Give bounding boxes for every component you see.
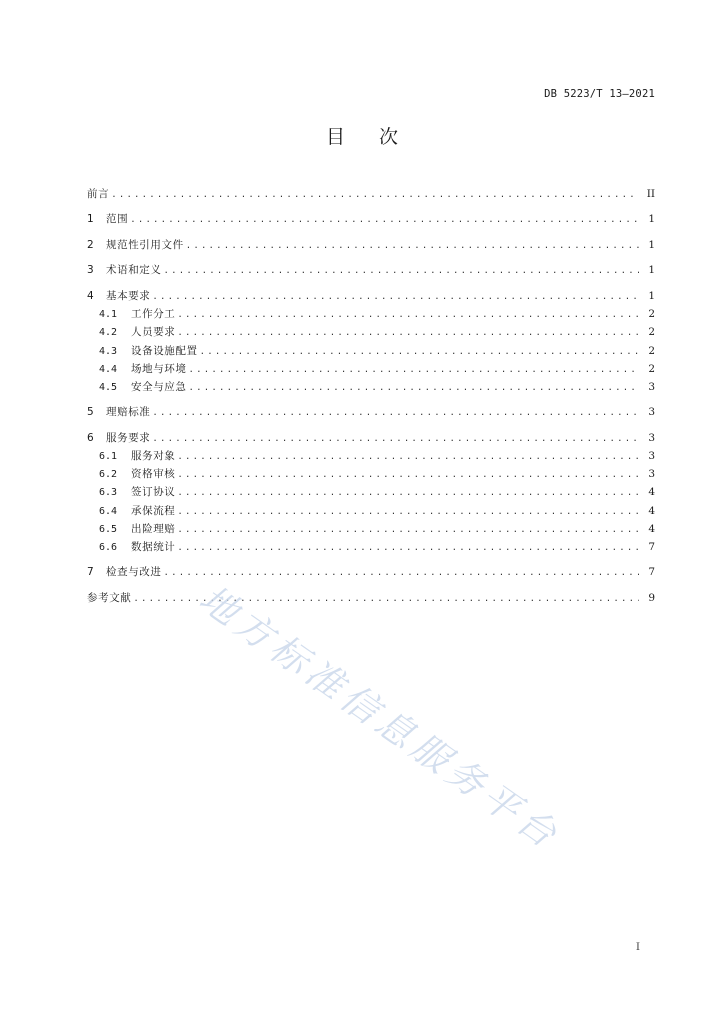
toc-entry-page: II (646, 188, 655, 200)
toc-entry-page: 4 (648, 504, 655, 517)
toc-entry-page: 9 (648, 591, 655, 604)
toc-dot-leader (177, 484, 639, 502)
toc-entry[interactable] (87, 589, 655, 607)
toc-entry[interactable] (87, 185, 655, 203)
toc-entry-label: 规范性引用文件 (106, 238, 184, 251)
toc-entry-page: 3 (648, 380, 655, 393)
toc-entry-label: 术语和定义 (106, 264, 162, 277)
toc-entry-number: 7 (87, 566, 94, 579)
toc-entry-page: 7 (648, 566, 655, 579)
toc-entry-number: 6.6 (99, 541, 118, 553)
toc-dot-leader (111, 186, 639, 204)
toc-entry[interactable] (87, 236, 655, 254)
toc-entry-label: 检查与改进 (106, 566, 162, 579)
toc-entry-page: 1 (648, 289, 655, 302)
toc-entry-page: 1 (648, 213, 655, 226)
toc-entry-number: 6.2 (99, 469, 118, 481)
toc-entry-label: 前言 (87, 188, 110, 200)
toc-entry-label: 安全与应急 (131, 380, 187, 393)
toc-entry-label: 服务对象 (131, 450, 176, 463)
toc-entry-number: 4 (87, 289, 94, 302)
toc-entry[interactable] (87, 447, 655, 465)
table-of-contents (87, 185, 655, 607)
toc-entry-page: 3 (648, 406, 655, 419)
toc-entry-page: 4 (648, 486, 655, 499)
toc-entry-page: 2 (648, 362, 655, 375)
toc-entry[interactable] (87, 261, 655, 279)
toc-entry-label: 资格审核 (131, 468, 176, 481)
document-code: DB 5223/T 13—2021 (544, 88, 655, 100)
toc-entry-page: 3 (648, 468, 655, 481)
toc-entry-label: 签订协议 (131, 486, 176, 499)
toc-dot-leader (177, 503, 639, 521)
toc-entry[interactable] (87, 429, 655, 447)
toc-entry-label: 理赔标准 (106, 406, 151, 419)
toc-entry-page: 7 (648, 540, 655, 553)
toc-entry-number: 6.5 (99, 523, 118, 535)
toc-entry-number: 4.4 (99, 363, 118, 375)
toc-dot-leader (152, 404, 639, 422)
toc-dot-leader (152, 430, 639, 448)
toc-entry[interactable] (87, 502, 655, 520)
toc-entry-label: 范围 (106, 213, 129, 226)
toc-entry[interactable] (87, 465, 655, 483)
toc-entry-number: 6.1 (99, 451, 118, 463)
toc-entry[interactable] (87, 342, 655, 360)
title-part-1: 目 (325, 126, 345, 148)
toc-entry-page: 4 (648, 522, 655, 535)
toc-entry-label: 承保流程 (131, 504, 176, 517)
toc-entry-number: 4.5 (99, 381, 118, 393)
toc-dot-leader (189, 379, 640, 397)
toc-entry-label: 设备设施配置 (131, 344, 198, 357)
toc-dot-leader (164, 262, 640, 280)
toc-entry[interactable] (87, 378, 655, 396)
toc-dot-leader (186, 237, 639, 255)
toc-entry-number: 4.2 (99, 327, 118, 339)
toc-entry-label: 基本要求 (106, 289, 151, 302)
toc-entry[interactable] (87, 483, 655, 501)
toc-entry-label: 参考文献 (87, 591, 132, 604)
toc-entry-number: 6 (87, 431, 94, 444)
toc-entry-label: 场地与环境 (131, 362, 187, 375)
toc-entry[interactable] (87, 360, 655, 378)
toc-entry-page: 2 (648, 326, 655, 339)
toc-dot-leader (152, 288, 639, 306)
toc-entry-label: 数据统计 (131, 540, 176, 553)
toc-dot-leader (189, 361, 640, 379)
toc-entry-number: 5 (87, 406, 94, 419)
toc-dot-leader (177, 539, 639, 557)
toc-entry[interactable] (87, 563, 655, 581)
toc-entry-number: 3 (87, 264, 94, 277)
toc-dot-leader (200, 343, 639, 361)
toc-entry-number: 1 (87, 213, 94, 226)
toc-dot-leader (177, 521, 639, 539)
toc-entry[interactable] (87, 538, 655, 556)
toc-entry-page: 1 (648, 264, 655, 277)
toc-entry-page: 3 (648, 431, 655, 444)
watermark: 地方标准信息服务平台 (191, 576, 569, 859)
toc-dot-leader (177, 306, 639, 324)
toc-entry-page: 1 (648, 238, 655, 251)
page-title (0, 122, 724, 149)
toc-entry-label: 服务要求 (106, 431, 151, 444)
toc-entry-number: 4.1 (99, 309, 118, 321)
toc-entry-label: 出险理赔 (131, 522, 176, 535)
page-number: I (635, 941, 640, 953)
toc-entry-label: 工作分工 (131, 308, 176, 321)
toc-entry[interactable] (87, 403, 655, 421)
toc-entry[interactable] (87, 210, 655, 228)
toc-entry-page: 2 (648, 344, 655, 357)
toc-entry-number: 2 (87, 238, 94, 251)
toc-entry[interactable] (87, 520, 655, 538)
toc-entry-label: 人员要求 (131, 326, 176, 339)
toc-entry-number: 4.3 (99, 345, 118, 357)
toc-dot-leader (130, 211, 639, 229)
toc-entry-number: 6.4 (99, 505, 118, 517)
toc-dot-leader (177, 324, 639, 342)
title-part-2: 次 (379, 126, 399, 148)
toc-dot-leader (177, 448, 639, 466)
toc-dot-leader (177, 466, 639, 484)
toc-entry[interactable] (87, 287, 655, 305)
toc-entry-page: 3 (648, 450, 655, 463)
toc-entry[interactable] (87, 323, 655, 341)
toc-entry[interactable] (87, 305, 655, 323)
toc-entry-number: 6.3 (99, 487, 118, 499)
toc-entry-page: 2 (648, 308, 655, 321)
